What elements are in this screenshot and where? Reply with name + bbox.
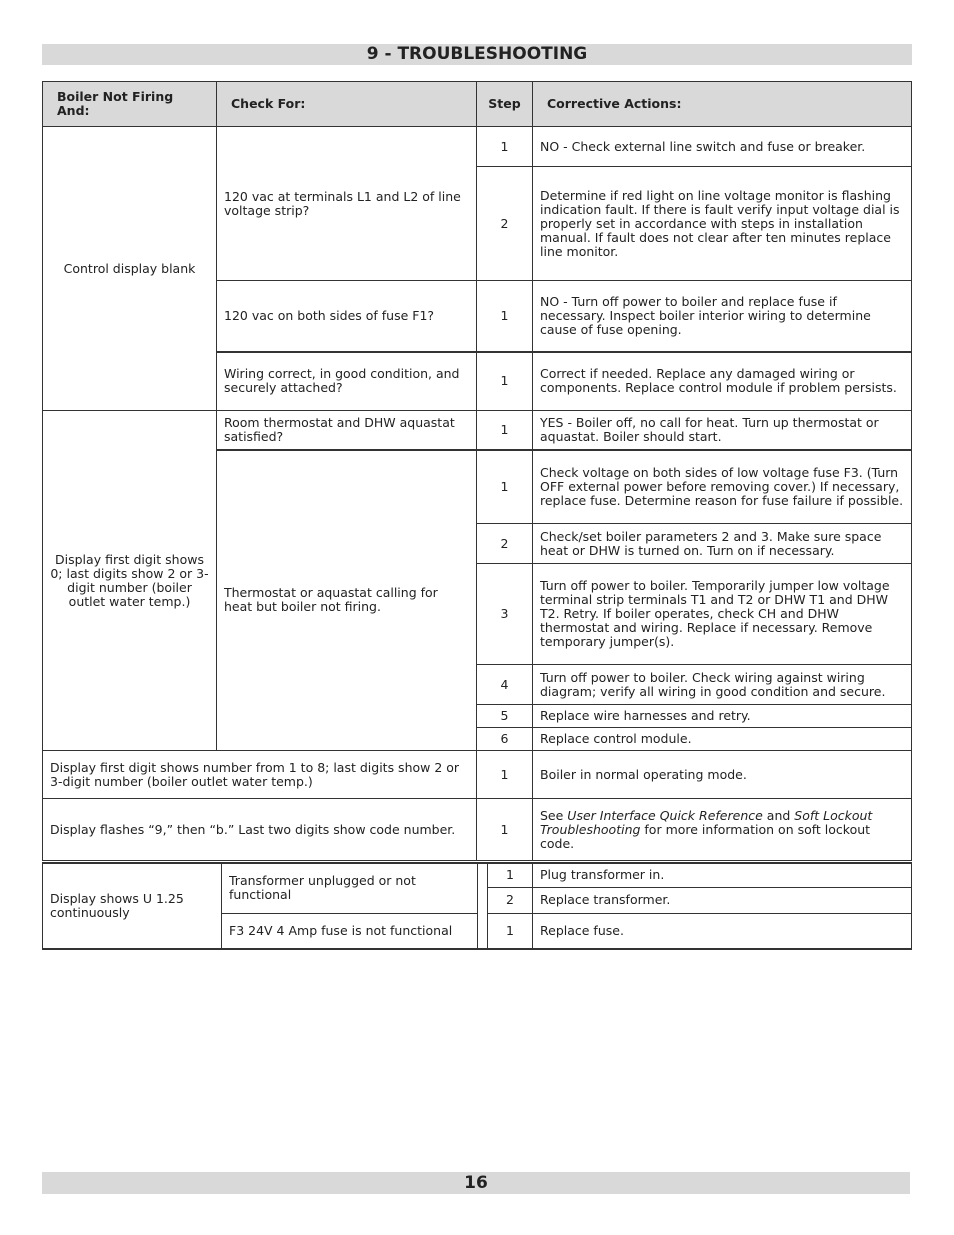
action-cell: Determine if red light on line voltage monitor is flashing indication fault. If there is fault verify input voltage dial is properly set in accordance with steps in installation manual. If fault does not clear after ten minutes replace line monitor.: [533, 167, 912, 281]
action-cell: Replace fuse.: [533, 913, 912, 949]
check-cell: F3 24V 4 Amp fuse is not functional: [222, 913, 478, 949]
step-cell: 2: [477, 524, 533, 564]
table-row: [43, 411, 912, 450]
col-header-problem: Boiler Not Firing And:: [43, 82, 217, 127]
problem-cell: Display flashes “9,” then “b.” Last two digits show code number.: [43, 799, 477, 861]
check-cell: Room thermostat and DHW aquastat satisfied?: [217, 411, 477, 450]
page-title: 9 - TROUBLESHOOTING: [42, 44, 912, 65]
problem-cell: Display first digit shows 0; last digits show 2 or 3-digit number (boiler outlet water temp.): [43, 411, 217, 751]
step-cell: 1: [477, 411, 533, 450]
action-cell: Check/set boiler parameters 2 and 3. Make sure space heat or DHW is turned on. Turn on if necessary.: [533, 524, 912, 564]
action-cell: Boiler in normal operating mode.: [533, 751, 912, 799]
step-cell: 3: [477, 564, 533, 665]
page-number: 16: [42, 1172, 910, 1194]
action-cell: Replace control module.: [533, 728, 912, 751]
troubleshooting-table: [42, 81, 912, 861]
problem-cell: Control display blank: [43, 127, 217, 411]
step-cell: 1: [477, 799, 533, 861]
col-header-action: Corrective Actions:: [533, 82, 912, 127]
table-row: [43, 751, 912, 799]
step-cell: 6: [477, 728, 533, 751]
step-cell: 2: [477, 167, 533, 281]
step-cell: 2: [488, 887, 533, 913]
table-row: [43, 127, 912, 167]
col-header-check: Check For:: [217, 82, 477, 127]
col-header-step: Step: [477, 82, 533, 127]
action-cell: NO - Check external line switch and fuse or breaker.: [533, 127, 912, 167]
table-header-row: [43, 82, 912, 127]
action-cell: YES - Boiler off, no call for heat. Turn up thermostat or aquastat. Boiler should start.: [533, 411, 912, 450]
table-row: [43, 863, 912, 887]
problem-cell: Display first digit shows number from 1 to 8; last digits show 2 or 3-digit number (boiler outlet water temp.): [43, 751, 477, 799]
step-cell: 1: [477, 281, 533, 352]
troubleshooting-subtable: [42, 862, 912, 950]
step-cell: 1: [477, 352, 533, 411]
action-cell: Check voltage on both sides of low voltage fuse F3. (Turn OFF external power before removing cover.) If necessary, replace fuse. Determine reason for fuse failure if possible.: [533, 450, 912, 524]
action-cell: Turn off power to boiler. Temporarily jumper low voltage terminal strip terminals T1 and T2 or DHW T1 and DHW T2. Retry. If boiler operates, check CH and DHW thermostat and wiring. Replace if necessary. Remove temporary jumper(s).: [533, 564, 912, 665]
step-cell: 1: [477, 751, 533, 799]
step-cell: 1: [488, 863, 533, 887]
step-cell: 1: [477, 127, 533, 167]
table-row: [43, 799, 912, 861]
divider: [478, 863, 488, 949]
action-cell: Replace transformer.: [533, 887, 912, 913]
step-cell: 5: [477, 705, 533, 728]
step-cell: 1: [477, 450, 533, 524]
check-cell: Wiring correct, in good condition, and securely attached?: [217, 352, 477, 411]
check-cell: 120 vac on both sides of fuse F1?: [217, 281, 477, 352]
step-cell: 1: [488, 913, 533, 949]
action-text: See: [540, 807, 568, 823]
action-cell: Plug transformer in.: [533, 863, 912, 887]
reference-title: User Interface Quick Reference: [567, 807, 763, 823]
check-cell: 120 vac at terminals L1 and L2 of line voltage strip?: [217, 127, 477, 281]
action-cell: Replace wire harnesses and retry.: [533, 705, 912, 728]
action-text: for more information on soft lockout code.: [540, 821, 871, 851]
action-text: and: [762, 807, 795, 823]
check-cell: Thermostat or aquastat calling for heat but boiler not firing.: [217, 450, 477, 751]
action-cell: [533, 799, 912, 861]
problem-cell: Display shows U 1.25 continuously: [43, 863, 222, 949]
action-cell: Correct if needed. Replace any damaged wiring or components. Replace control module if problem persists.: [533, 352, 912, 411]
check-cell: Transformer unplugged or not functional: [222, 863, 478, 913]
action-cell: NO - Turn off power to boiler and replace fuse if necessary. Inspect boiler interior wiring to determine cause of fuse opening.: [533, 281, 912, 352]
action-cell: Turn off power to boiler. Check wiring against wiring diagram; verify all wiring in good condition and secure.: [533, 665, 912, 705]
step-cell: 4: [477, 665, 533, 705]
reference-title: Soft Lockout Troubleshooting: [540, 807, 873, 837]
